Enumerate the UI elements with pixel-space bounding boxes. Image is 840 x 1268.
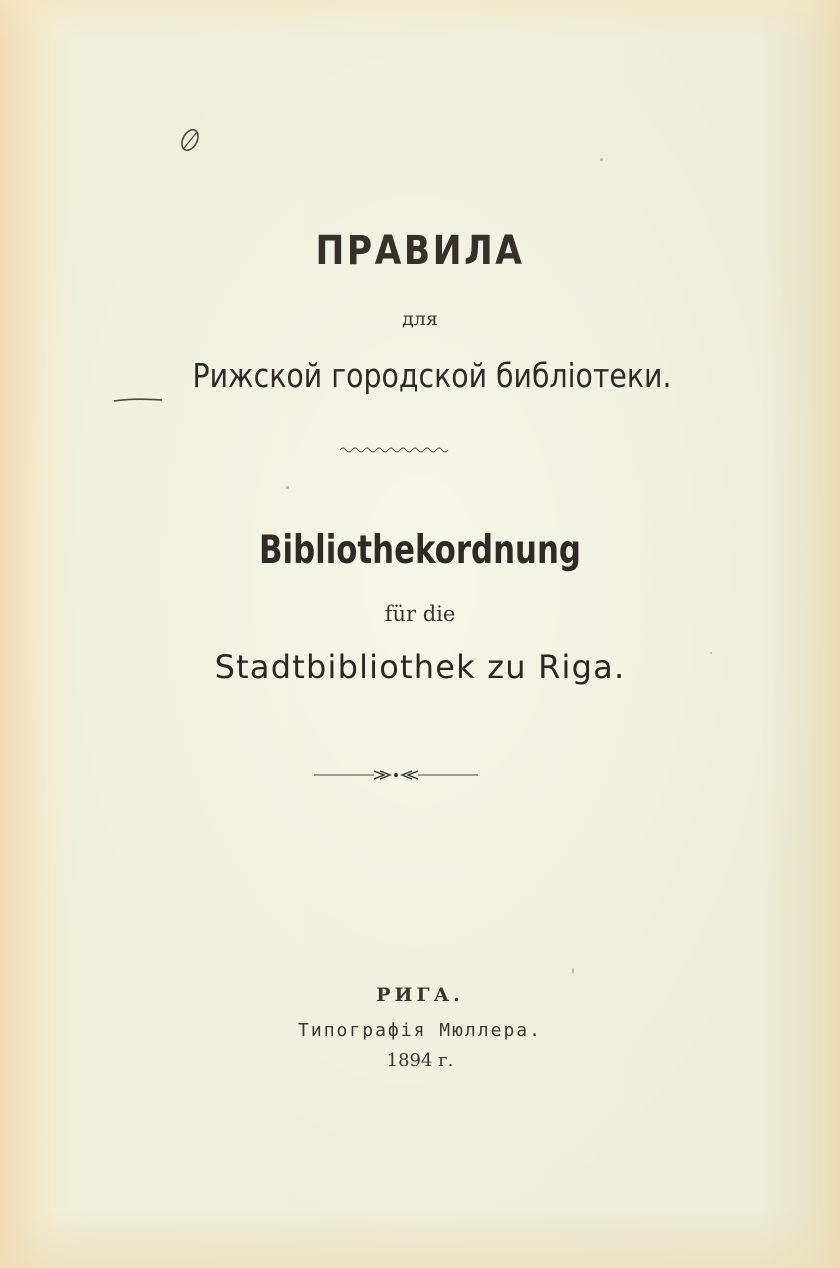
paper-speck <box>572 968 574 974</box>
imprint-city: РИГА. <box>376 984 464 1006</box>
paper-speck <box>600 158 603 161</box>
wavy-divider <box>338 444 450 456</box>
paper-edge-bottom <box>0 1208 840 1268</box>
subtitle-german: Stadtbibliothek zu Riga. <box>214 648 626 686</box>
subtitle-russian: Рижской городской библіотеки. <box>192 356 672 395</box>
ornamental-rule <box>312 766 480 784</box>
imprint-printer: Типографія Мюллера. <box>298 1020 542 1041</box>
preposition-russian: для <box>402 308 438 330</box>
imprint-year: 1894 г. <box>386 1050 454 1071</box>
paper-edge-top <box>0 0 840 40</box>
paper-edge-left <box>0 0 58 1268</box>
preposition-german: für die <box>384 602 456 626</box>
paper-speck <box>710 652 712 654</box>
handwritten-mark <box>170 118 214 158</box>
paper-edge-right <box>810 0 840 1268</box>
title-russian: ПРАВИЛА <box>315 228 525 274</box>
title-german: Bibliothekordnung <box>259 528 581 573</box>
paper-speck <box>286 486 289 489</box>
pencil-underline <box>112 395 164 405</box>
